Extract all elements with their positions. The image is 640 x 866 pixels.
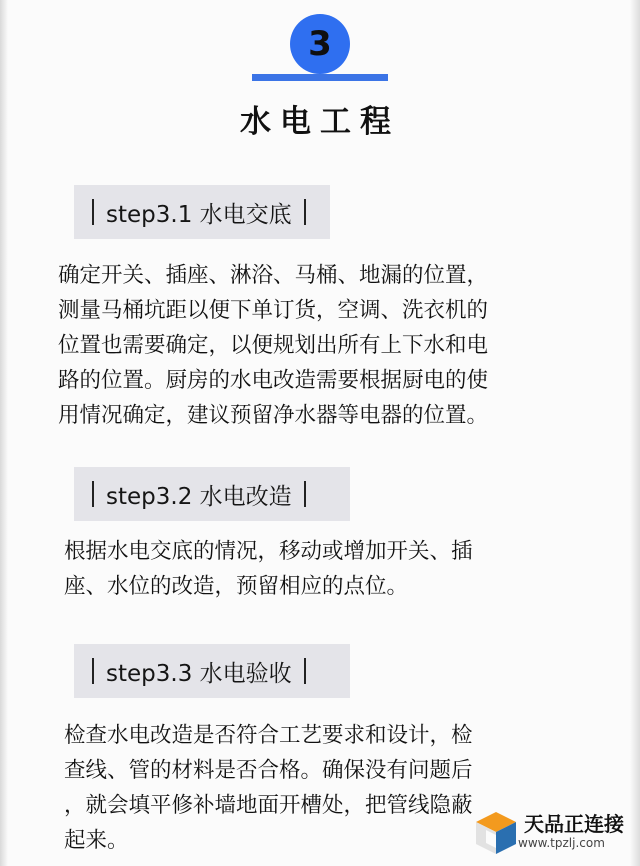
label-right-bar <box>304 658 306 684</box>
label-right-bar <box>304 481 306 507</box>
step-label-3-1 <box>74 185 330 239</box>
paragraph-line: 起来。 <box>64 828 129 853</box>
paragraph-line: 测量马桶坑距以便下单订货，空调、洗衣机的 <box>58 298 489 323</box>
step-label-3-2 <box>74 467 350 521</box>
step-label-text: step3.1 水电交底 <box>106 201 292 228</box>
step-label-3-3 <box>74 644 350 698</box>
step-underline-bar <box>252 74 388 81</box>
paragraph-line: 查线、管的材料是否合格。确保没有问题后 <box>64 758 473 783</box>
paragraph-line: 位置也需要确定，以便规划出所有上下水和电 <box>58 333 489 358</box>
section-title: 水电工程 <box>240 104 400 140</box>
paragraph-line: 确定开关、插座、淋浴、马桶、地漏的位置， <box>58 263 489 288</box>
label-right-bar <box>304 199 306 225</box>
site-watermark <box>472 802 632 860</box>
paragraph-line: 检查水电改造是否符合工艺要求和设计，检 <box>64 723 473 748</box>
step-label-text: step3.3 水电验收 <box>106 660 292 687</box>
paragraph-line: 用情况确定，建议预留净水器等电器的位置。 <box>58 403 489 428</box>
step-3-3-description <box>64 718 473 858</box>
paragraph-line: 路的位置。厨房的水电改造需要根据厨电的使 <box>58 368 489 393</box>
paragraph-line: ，就会填平修补墙地面开槽处，把管线隐蔽 <box>64 793 473 818</box>
paragraph-line: 座、水位的改造，预留相应的点位。 <box>64 574 409 599</box>
step-label-text: step3.2 水电改造 <box>106 483 292 510</box>
watermark-url: www.tpzlj.com <box>518 836 605 850</box>
step-3-2-description <box>64 534 473 604</box>
step-number-badge: 3 <box>290 14 350 74</box>
paragraph-line: 根据水电交底的情况，移动或增加开关、插 <box>64 539 473 564</box>
watermark-title: 天品正连接 <box>524 812 624 836</box>
step-3-1-description <box>58 258 488 433</box>
cube-logo-icon <box>472 808 520 856</box>
